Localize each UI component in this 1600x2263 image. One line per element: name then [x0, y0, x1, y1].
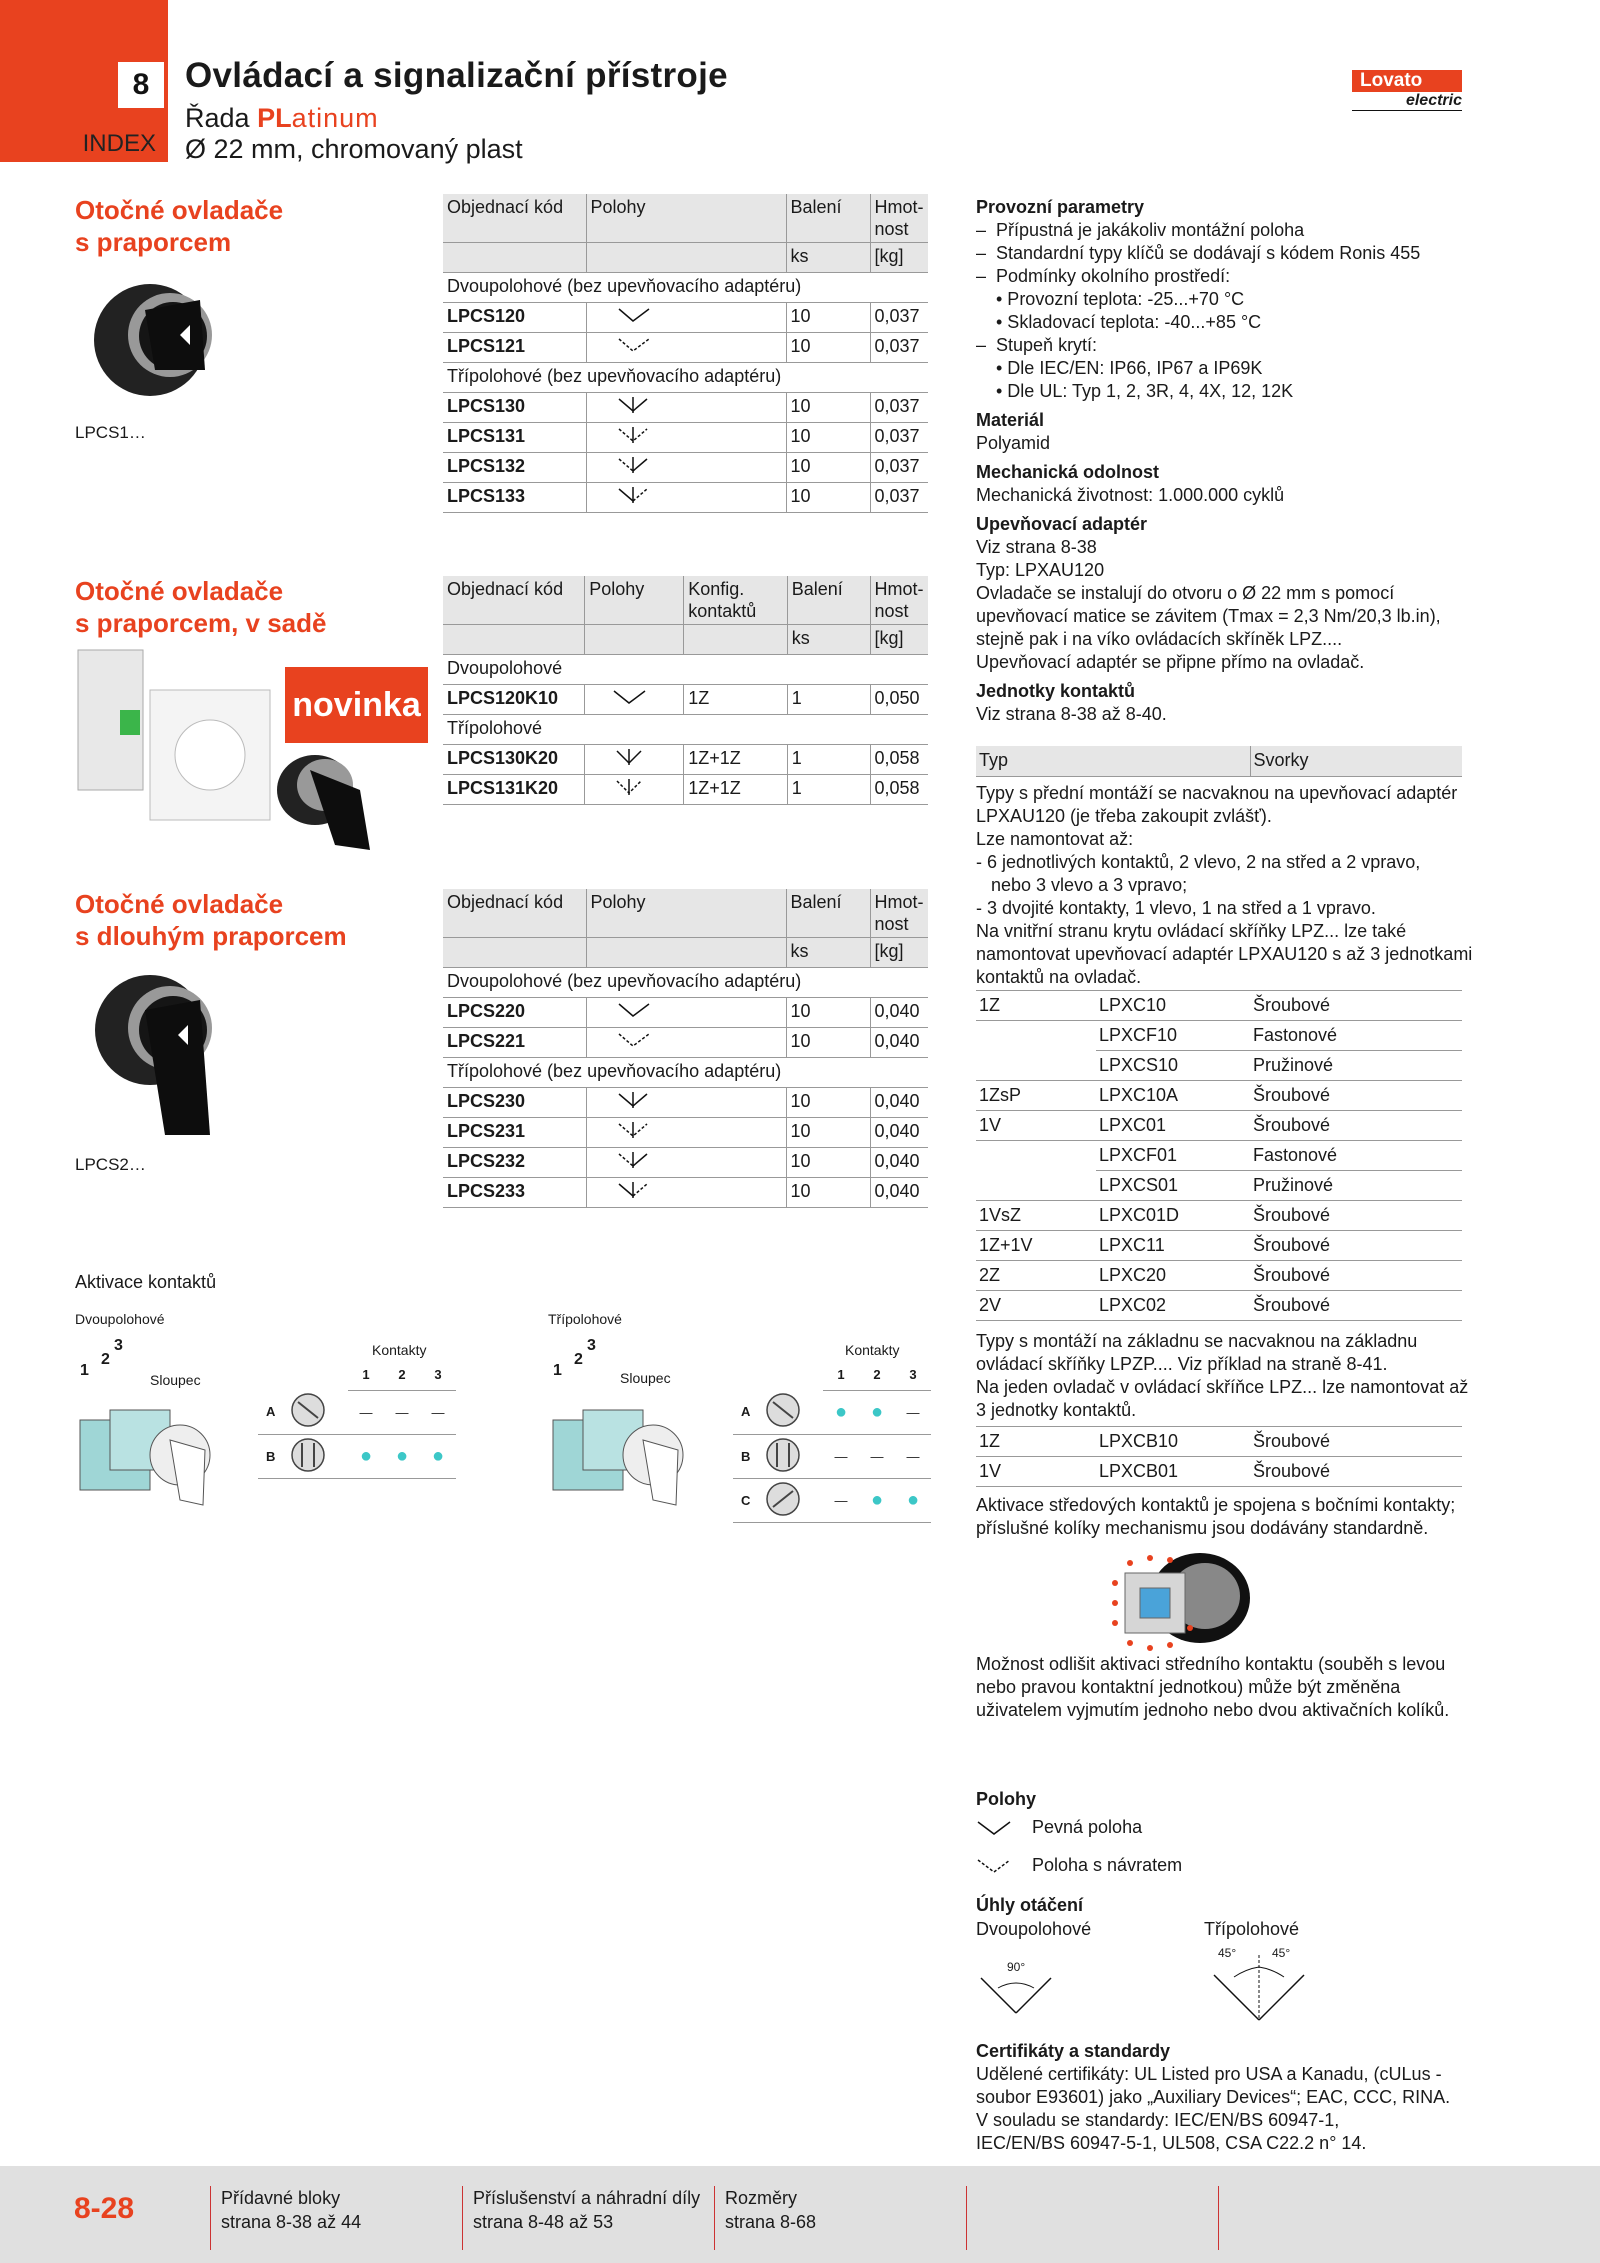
section1-heading	[75, 194, 283, 258]
type: 2V	[976, 1291, 1096, 1321]
page-number: 8-28	[74, 2192, 135, 2225]
fixed-3pos-icon	[585, 745, 684, 775]
table-row	[443, 1028, 928, 1058]
weight: 0,058	[870, 745, 928, 775]
product-label-2: LPCS2…	[75, 1155, 146, 1174]
code: LPCS220	[443, 998, 586, 1028]
front-line: - 6 jednotlivých kontaktů, 2 vlevo, 2 na střed a 2 vpravo,	[976, 852, 1421, 872]
table-row	[443, 483, 928, 513]
row-label: C	[741, 1492, 751, 1508]
table-row	[976, 1201, 1462, 1231]
code: LPCS132	[443, 453, 586, 483]
table-row	[443, 745, 928, 775]
angles-three-label: Třípolohové	[1204, 1919, 1300, 1939]
chapter-number: 8	[118, 62, 164, 108]
col-code: Objednací kód	[443, 889, 586, 938]
pack: 10	[786, 453, 870, 483]
term: Pružinové	[1250, 1051, 1462, 1081]
contact-num: 3	[895, 1360, 931, 1390]
units-table	[976, 990, 1462, 1321]
contact-num: 3	[420, 1360, 456, 1390]
activation-three-label: Třípolohové	[548, 1311, 622, 1327]
knob-c-icon	[763, 1478, 823, 1522]
fixed-2pos-icon	[586, 303, 786, 333]
pack: 10	[786, 333, 870, 363]
col-code: Objednací kód	[443, 576, 585, 625]
pack: 10	[786, 1088, 870, 1118]
return-left-3pos-icon	[586, 1148, 786, 1178]
lovato-logo	[1352, 70, 1462, 114]
code: LPXCS10	[1096, 1051, 1250, 1081]
term: Šroubové	[1250, 1111, 1462, 1141]
code: LPXCS01	[1096, 1171, 1250, 1201]
adapter-line: upevňovací matice se závitem (Tmax = 2,3 Nm/20,3 lb.in),	[976, 606, 1441, 626]
pack: 1	[787, 685, 870, 715]
code: LPXC01	[1096, 1111, 1250, 1141]
section2-heading-l1: Otočné ovladače	[75, 576, 284, 606]
group-two-pos: Dvoupolohové	[443, 655, 928, 685]
term: Šroubové	[1250, 991, 1462, 1021]
unit-weight: [kg]	[870, 243, 928, 273]
table-row	[976, 1171, 1462, 1201]
table-row	[443, 333, 928, 363]
section1-heading-l2: s praporcem	[75, 227, 232, 257]
op-line: – Standardní typy klíčů se dodávají s kódem Ronis 455	[976, 243, 1421, 263]
code: LPXCF01	[1096, 1141, 1250, 1171]
front-line: Na vnitřní stranu krytu ovládací skříňky LPZ... lze také	[976, 921, 1407, 941]
type: 1Z	[976, 991, 1096, 1021]
series-rest: atinum	[291, 103, 379, 133]
group-three-pos: Třípolohové	[443, 715, 928, 745]
page-title: Ovládací a signalizační přístroje	[185, 56, 728, 95]
table-row	[443, 393, 928, 423]
fixed-position-label: Pevná poloha	[1032, 1817, 1143, 1837]
footer-link-accessories[interactable]	[462, 2186, 712, 2250]
front-line: kontaktů na ovladač.	[976, 967, 1142, 987]
selector-switch-photo	[70, 270, 220, 420]
type	[976, 1021, 1096, 1051]
activation-pins-photo	[1090, 1548, 1260, 1658]
op-line: • Dle IEC/EN: IP66, IP67 a IP69K	[976, 358, 1263, 378]
material-text: Polyamid	[976, 433, 1051, 453]
angle-90-label: 90°	[1007, 1960, 1026, 1974]
cert-line: V souladu se standardy: IEC/EN/BS 60947-1,	[976, 2110, 1340, 2130]
code: LPXCB10	[1096, 1427, 1250, 1457]
contacts-label-b: Kontakty	[845, 1342, 900, 1358]
weight: 0,040	[870, 998, 928, 1028]
adapter-line: Typ: LPXAU120	[976, 560, 1105, 580]
contact-num: 1	[348, 1360, 384, 1390]
center-line: Aktivace středových kontaktů je spojena s bočními kontakty;	[976, 1495, 1456, 1515]
code: LPCS131K20	[443, 775, 585, 805]
weight: 0,058	[870, 775, 928, 805]
mech-title: Mechanická odolnost	[976, 462, 1160, 482]
code: LPCS232	[443, 1148, 586, 1178]
front-line: LPXAU120 (je třeba zakoupit zvlášť).	[976, 806, 1272, 826]
units-title: Jednotky kontaktů	[976, 681, 1136, 701]
angles-two-label: Dvoupolohové	[976, 1919, 1092, 1939]
code: LPCS133	[443, 483, 586, 513]
activation-title: Aktivace kontaktů	[75, 1272, 217, 1292]
contact-num: 2	[859, 1360, 895, 1390]
code: LPXC01D	[1096, 1201, 1250, 1231]
cert-title: Certifikáty a standardy	[976, 2041, 1171, 2061]
return-2pos-icon	[586, 1028, 786, 1058]
code: LPXCF10	[1096, 1021, 1250, 1051]
center-contacts-text	[976, 1494, 1576, 1540]
section1-heading-l1: Otočné ovladače	[75, 195, 284, 225]
term: Fastonové	[1250, 1021, 1462, 1051]
fixed-3pos-icon	[586, 393, 786, 423]
row-label: B	[266, 1448, 276, 1464]
positions-title: Polohy	[976, 1789, 1037, 1809]
table-row	[976, 1231, 1462, 1261]
front-line: nebo 3 vlevo a 3 vpravo;	[976, 875, 1188, 895]
base-line: Na jeden ovladač v ovládací skříňce LPZ... lze namontovat až	[976, 1377, 1469, 1397]
weight: 0,040	[870, 1148, 928, 1178]
pack: 10	[786, 303, 870, 333]
option-line: Možnost odlišit aktivaci středního kontaktu (souběh s levou	[976, 1654, 1446, 1674]
weight: 0,037	[870, 333, 928, 363]
col-label-1b: 1	[553, 1362, 562, 1379]
option-text	[976, 1653, 1576, 1722]
code: LPCS120	[443, 303, 586, 333]
term: Fastonové	[1250, 1141, 1462, 1171]
col-weight: Hmot-nost	[870, 576, 928, 625]
op-line: • Dle UL: Typ 1, 2, 3R, 4, 4X, 12, 12K	[976, 381, 1294, 401]
footer-link-title: Rozměry	[725, 2188, 798, 2208]
cert-line: IEC/EN/BS 60947-5-1, UL508, CSA C22.2 n° 14.	[976, 2133, 1367, 2153]
col-label-3: 3	[114, 1337, 123, 1354]
term: Šroubové	[1250, 1081, 1462, 1111]
base-units-table	[976, 1426, 1462, 1487]
table-row	[976, 1457, 1462, 1487]
code: LPCS221	[443, 1028, 586, 1058]
return-3pos-icon	[585, 775, 684, 805]
cert-line: Udělené certifikáty: UL Listed pro USA a Kanadu, (cULus -	[976, 2064, 1442, 2084]
section3-heading-l2: s dlouhým praporcem	[75, 921, 347, 951]
return-left-3pos-icon	[586, 453, 786, 483]
table-row	[976, 991, 1462, 1021]
front-line: Lze namontovat až:	[976, 829, 1134, 849]
table-row	[443, 1148, 928, 1178]
code: LPCS130K20	[443, 745, 585, 775]
angles-title: Úhly otáčení	[976, 1895, 1084, 1915]
weight: 0,040	[870, 1028, 928, 1058]
pack: 10	[786, 998, 870, 1028]
type: 1Z	[976, 1427, 1096, 1457]
fixed-3pos-icon	[586, 1088, 786, 1118]
col-config: Konfig. kontaktů	[684, 576, 788, 625]
footer-link-page: strana 8-68	[725, 2212, 817, 2232]
angle-90-diagram	[976, 1948, 1086, 2028]
base-mount-text	[976, 1330, 1576, 1422]
config: 1Z+1Z	[684, 745, 788, 775]
type: 2Z	[976, 1261, 1096, 1291]
code: LPXC02	[1096, 1291, 1250, 1321]
table-row	[443, 1088, 928, 1118]
table-row	[443, 1178, 928, 1208]
code: LPCS233	[443, 1178, 586, 1208]
angle-45-right: 45°	[1272, 1946, 1291, 1960]
base-line: Typy s montáží na základnu se nacvaknou na základnu	[976, 1331, 1418, 1351]
section2-heading-l2: s praporcem, v sadě	[75, 608, 327, 638]
series-pl: PL	[257, 103, 292, 133]
footer-link-dimensions[interactable]	[714, 2186, 964, 2250]
pack: 10	[786, 1178, 870, 1208]
table-row	[976, 1261, 1462, 1291]
weight: 0,050	[870, 685, 928, 715]
weight: 0,037	[870, 303, 928, 333]
footer-empty-1	[966, 2186, 1216, 2250]
code: LPCS130	[443, 393, 586, 423]
code: LPCS121	[443, 333, 586, 363]
table-1	[443, 194, 928, 513]
cert-line: soubor E93601) jako „Auxiliary Devices“; EAC, CCC, RINA.	[976, 2087, 1451, 2107]
adapter-line: Upevňovací adaptér se připne přímo na ovladač.	[976, 652, 1365, 672]
op-line: – Stupeň krytí:	[976, 335, 1098, 355]
table-row	[443, 1118, 928, 1148]
return-3pos-icon	[586, 1118, 786, 1148]
term: Šroubové	[1250, 1427, 1462, 1457]
op-line: • Provozní teplota: -25...+70 °C	[976, 289, 1245, 309]
pack: 1	[787, 745, 870, 775]
adapter-line: Viz strana 8-38	[976, 537, 1097, 557]
contacts-label: Kontakty	[372, 1342, 427, 1358]
row-label: A	[266, 1404, 276, 1420]
pack: 10	[786, 423, 870, 453]
col-weight: Hmot-nost	[870, 889, 928, 938]
logo-brand: Lovato	[1352, 70, 1462, 92]
op-line: • Skladovací teplota: -40...+85 °C	[976, 312, 1262, 332]
code: LPXC20	[1096, 1261, 1250, 1291]
table-row	[443, 775, 928, 805]
return-right-3pos-icon	[586, 483, 786, 513]
knob-b-icon	[763, 1434, 823, 1478]
pack: 10	[786, 483, 870, 513]
type	[976, 1141, 1096, 1171]
weight: 0,037	[870, 393, 928, 423]
footer-link-addons[interactable]	[210, 2186, 450, 2250]
knob-a-icon	[288, 1390, 348, 1434]
table-row	[443, 998, 928, 1028]
term: Šroubové	[1250, 1261, 1462, 1291]
column-label: Sloupec	[150, 1372, 201, 1388]
pack: 10	[786, 393, 870, 423]
row-label: B	[741, 1448, 751, 1464]
section3-heading	[75, 888, 347, 952]
series-line	[185, 103, 379, 134]
col-label-3b: 3	[587, 1337, 596, 1354]
term: Pružinové	[1250, 1171, 1462, 1201]
center-line: příslušné kolíky mechanismu jsou dodávány standardně.	[976, 1518, 1429, 1538]
col-pack: Balení	[787, 576, 870, 625]
contact-num: 2	[384, 1360, 420, 1390]
group-three-pos: Třípolohové (bez upevňovacího adaptéru)	[443, 1058, 928, 1088]
column-label-b: Sloupec	[620, 1370, 671, 1386]
col-pack: Balení	[786, 889, 870, 938]
group-two-pos: Dvoupolohové (bez upevňovacího adaptéru)	[443, 273, 928, 303]
code: LPCS230	[443, 1088, 586, 1118]
weight: 0,040	[870, 1118, 928, 1148]
col-terminals: Svorky	[1250, 746, 1462, 776]
col-label-2b: 2	[574, 1351, 583, 1368]
code: LPXCB01	[1096, 1457, 1250, 1487]
section3-heading-l1: Otočné ovladače	[75, 889, 284, 919]
term: Šroubové	[1250, 1457, 1462, 1487]
type	[976, 1171, 1096, 1201]
series-prefix: Řada	[185, 103, 250, 133]
op-line: – Přípustná je jakákoliv montážní poloha	[976, 220, 1305, 240]
col-positions: Polohy	[585, 576, 684, 625]
op-line: – Podmínky okolního prostředí:	[976, 266, 1231, 286]
code: LPCS131	[443, 423, 586, 453]
table-row	[976, 1291, 1462, 1321]
table-row	[976, 1021, 1462, 1051]
return-position-icon	[976, 1856, 1012, 1876]
table-row	[976, 1427, 1462, 1457]
table-row	[976, 1111, 1462, 1141]
contact-block-diagram-2	[75, 1330, 215, 1520]
col-code: Objednací kód	[443, 194, 586, 243]
product-label-1: LPCS1…	[75, 423, 146, 442]
units-table-header	[976, 746, 1462, 777]
return-right-3pos-icon	[586, 1178, 786, 1208]
table-2	[443, 576, 928, 805]
type: 1Z+1V	[976, 1231, 1096, 1261]
footer-link-page: strana 8-38 až 44	[221, 2212, 362, 2232]
type: 1V	[976, 1111, 1096, 1141]
group-three-pos: Třípolohové (bez upevňovacího adaptéru)	[443, 363, 928, 393]
col-label-1: 1	[80, 1362, 89, 1379]
footer-link-title: Přídavné bloky	[221, 2188, 341, 2208]
weight: 0,037	[870, 423, 928, 453]
col-positions: Polohy	[586, 194, 786, 243]
activation-two-label: Dvoupolohové	[75, 1311, 165, 1327]
term: Šroubové	[1250, 1201, 1462, 1231]
type: 1ZsP	[976, 1081, 1096, 1111]
row-label: A	[741, 1404, 751, 1420]
pack: 10	[786, 1148, 870, 1178]
table-row	[443, 423, 928, 453]
base-line: ovládací skříňky LPZP.... Viz příklad na straně 8-41.	[976, 1354, 1388, 1374]
table-row	[443, 685, 928, 715]
long-lever-photo	[70, 970, 220, 1140]
activation-table-3: 1 2 3 A ● ● — B — — — C — ● ●	[733, 1360, 931, 1523]
adapter-line: stejně pak i na víko ovládacích skříněk LPZ....	[976, 629, 1343, 649]
pack: 1	[787, 775, 870, 805]
code: LPXC10A	[1096, 1081, 1250, 1111]
table-row	[976, 1051, 1462, 1081]
adapter-title: Upevňovací adaptér	[976, 514, 1148, 534]
fixed-position-icon	[976, 1818, 1012, 1838]
term: Šroubové	[1250, 1231, 1462, 1261]
col-type: Typ	[976, 746, 1250, 776]
return-position-label: Poloha s návratem	[1032, 1855, 1183, 1875]
type: 1VsZ	[976, 1201, 1096, 1231]
code: LPXC10	[1096, 991, 1250, 1021]
return-2pos-icon	[586, 333, 786, 363]
config: 1Z	[684, 685, 788, 715]
adapter-line: Ovladače se instalují do otvoru o Ø 22 mm s pomocí	[976, 583, 1395, 603]
logo-sub: electric	[1352, 92, 1462, 111]
option-line: nebo pravou kontaktní jednotkou) může být změněna	[976, 1677, 1401, 1697]
section2-heading	[75, 575, 326, 639]
unit-weight: [kg]	[870, 625, 928, 655]
unit-pack: ks	[787, 625, 870, 655]
type	[976, 1051, 1096, 1081]
option-line: uživatelem vyjmutím jednoho nebo dvou aktivačních kolíků.	[976, 1700, 1450, 1720]
code: LPXC11	[1096, 1231, 1250, 1261]
weight: 0,040	[870, 1088, 928, 1118]
table-row	[976, 1141, 1462, 1171]
pack: 10	[786, 1118, 870, 1148]
col-pack: Balení	[786, 194, 870, 243]
unit-pack: ks	[786, 938, 870, 968]
config: 1Z+1Z	[684, 775, 788, 805]
weight: 0,037	[870, 483, 928, 513]
table-3	[443, 889, 928, 1208]
units-text: Viz strana 8-38 až 8-40.	[976, 704, 1167, 724]
contact-num: 1	[823, 1360, 859, 1390]
material-title: Materiál	[976, 410, 1045, 430]
page-subtitle: Ø 22 mm, chromovaný plast	[185, 134, 523, 164]
fixed-2pos-icon	[585, 685, 684, 715]
contact-block-diagram-3	[548, 1330, 688, 1520]
col-label-2: 2	[101, 1351, 110, 1368]
front-line: Typy s přední montáží se nacvaknou na upevňovací adaptér	[976, 783, 1458, 803]
type: 1V	[976, 1457, 1096, 1487]
code: LPCS120K10	[443, 685, 585, 715]
knob-a-icon	[763, 1390, 823, 1434]
code: LPCS231	[443, 1118, 586, 1148]
activation-table-2: 1 2 3 A — — — B ● ● ●	[258, 1360, 456, 1479]
col-positions: Polohy	[586, 889, 786, 938]
table-row	[443, 303, 928, 333]
mech-text: Mechanická životnost: 1.000.000 cyklů	[976, 485, 1285, 505]
return-3pos-icon	[586, 423, 786, 453]
col-weight: Hmot-nost	[870, 194, 928, 243]
front-line: namontovat upevňovací adaptér LPXAU120 s až 3 jednotkami	[976, 944, 1473, 964]
operating-params	[976, 196, 1576, 726]
unit-pack: ks	[786, 243, 870, 273]
unit-weight: [kg]	[870, 938, 928, 968]
footer-empty-2	[1218, 2186, 1468, 2250]
table-row	[976, 1081, 1462, 1111]
knob-b-icon	[288, 1434, 348, 1478]
footer-link-title: Příslušenství a náhradní díly	[473, 2188, 701, 2208]
term: Šroubové	[1250, 1291, 1462, 1321]
group-two-pos: Dvoupolohové (bez upevňovacího adaptéru)	[443, 968, 928, 998]
op-title: Provozní parametry	[976, 197, 1145, 217]
certificates	[976, 2040, 1576, 2155]
base-line: 3 jednotky kontaktů.	[976, 1400, 1137, 1420]
new-badge: novinka	[285, 667, 428, 743]
pack: 10	[786, 1028, 870, 1058]
index-link[interactable]: INDEX	[82, 130, 156, 157]
table-row	[443, 453, 928, 483]
weight: 0,040	[870, 1178, 928, 1208]
footer-link-page: strana 8-48 až 53	[473, 2212, 614, 2232]
angle-45-left: 45°	[1218, 1946, 1237, 1960]
fixed-2pos-icon	[586, 998, 786, 1028]
front-mount-text	[976, 782, 1576, 989]
weight: 0,037	[870, 453, 928, 483]
front-line: - 3 dvojité kontakty, 1 vlevo, 1 na střed a 1 vpravo.	[976, 898, 1376, 918]
